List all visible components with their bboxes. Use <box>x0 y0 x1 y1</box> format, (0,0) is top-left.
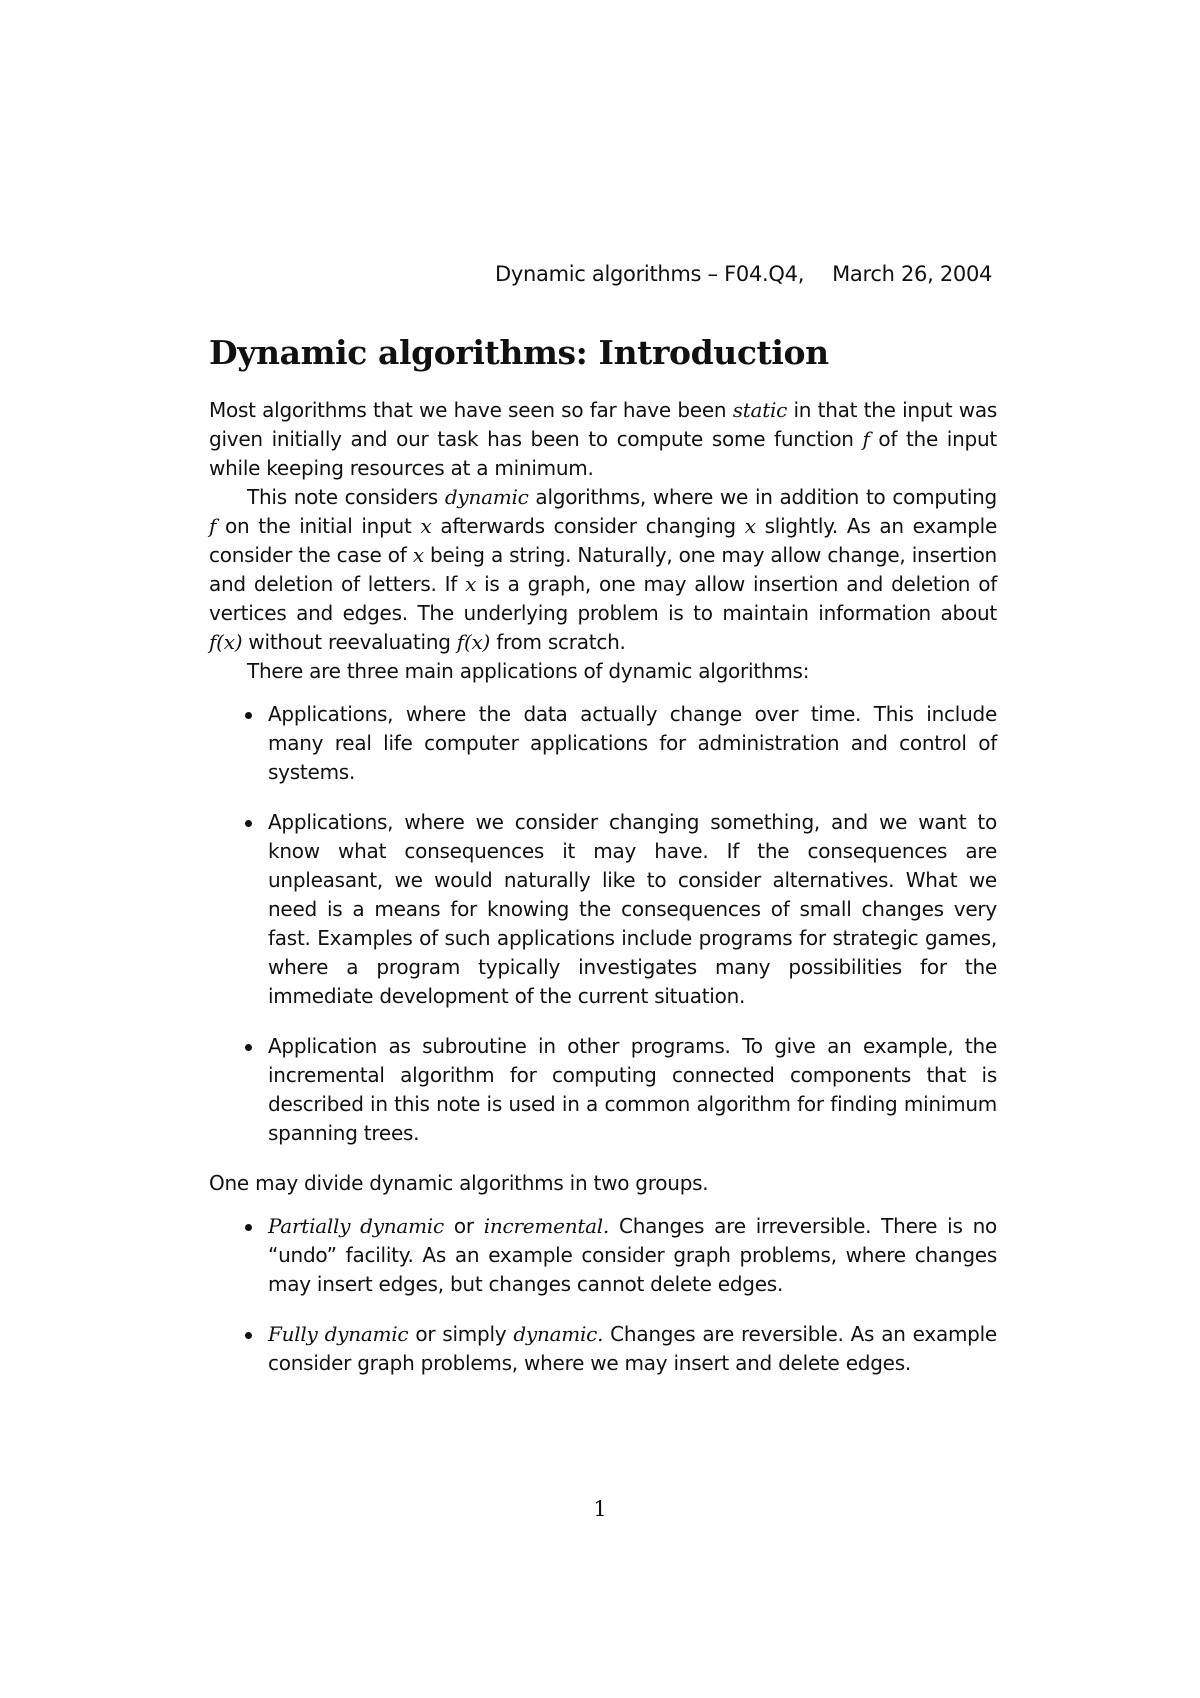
math-f: f <box>862 427 870 451</box>
groups-list <box>209 1212 997 1378</box>
emphasis-term: incremental. <box>483 1214 610 1238</box>
text-run: algorithms, where we in addition to computing <box>528 485 998 509</box>
emphasis-dynamic: dynamic <box>444 485 529 509</box>
math-x: x <box>744 514 756 538</box>
text-run: Changes are irreversible. There is no “undo” facility. As an example consider graph problems, where changes may insert edges, but changes cannot delete edges. <box>268 1214 997 1296</box>
math-x: x <box>412 543 424 567</box>
math-fx: f(x) <box>456 630 491 654</box>
paragraph-applications-intro: There are three main applications of dynamic algorithms: <box>247 659 810 683</box>
bullet-icon <box>245 712 252 719</box>
list-item-text: Applications, where the data actually change over time. This include many real life computer applications for administration and control of systems. <box>268 702 997 784</box>
text-run: from scratch. <box>490 630 626 654</box>
text-run: Changes are reversible. As an example consider graph problems, where we may insert and delete edges. <box>268 1322 997 1375</box>
paragraph-groups-intro: One may divide dynamic algorithms in two groups. <box>209 1171 709 1195</box>
bullet-icon <box>245 1224 252 1231</box>
text-run: afterwards consider changing <box>431 514 745 538</box>
paragraph-intro <box>209 396 997 483</box>
emphasis-term: Fully dynamic <box>268 1322 409 1346</box>
emphasis-static: static <box>732 398 788 422</box>
list-item <box>209 1032 997 1148</box>
text-run: without reevaluating <box>242 630 457 654</box>
bullet-icon <box>245 820 252 827</box>
text-run: being a string. Naturally, one may allow change, insertion and deletion of letters. If <box>209 543 997 596</box>
bullet-icon <box>245 1044 252 1051</box>
bullet-icon <box>245 1332 252 1339</box>
text-run: of the input while keeping resources at a minimum. <box>209 427 997 480</box>
page-number: 1 <box>593 1497 607 1521</box>
list-item <box>209 1320 997 1378</box>
emphasis-term: Partially dynamic <box>268 1214 444 1238</box>
math-fx: f(x) <box>209 630 243 654</box>
text-run: on the initial input <box>216 514 421 538</box>
list-item <box>209 808 997 1011</box>
section-title: Dynamic algorithms: Introduction <box>209 333 829 372</box>
math-x: x <box>465 572 477 596</box>
text-run: or <box>443 1214 484 1238</box>
list-item <box>209 1212 997 1299</box>
text-run: This note considers <box>247 485 445 509</box>
text-run: slightly. As an example consider the case of <box>209 514 997 567</box>
text-run: or simply <box>408 1322 514 1346</box>
body-text <box>209 396 997 1399</box>
text-run: Most algorithms that we have seen so far have been <box>209 398 733 422</box>
math-f: f <box>209 514 217 538</box>
header-date: March 26, 2004 <box>832 262 993 286</box>
list-item-text: Application as subroutine in other programs. To give an example, the incremental algorithm for computing connected components that is described in this note is used in a common algorithm for finding minimum spanning trees. <box>268 1034 997 1145</box>
applications-list <box>209 700 997 1148</box>
math-x: x <box>420 514 432 538</box>
list-item-text: Applications, where we consider changing something, and we want to know what consequences it may have. If the consequences are unpleasant, we would naturally like to consider alternatives. What we need is a means for knowing the consequences of small changes very fast. Examples of such applications include programs for strategic games, where a program typically investigates many possibilities for the immediate development of the current situation. <box>268 810 997 1008</box>
running-header <box>495 262 995 286</box>
emphasis-term: dynamic. <box>513 1322 604 1346</box>
list-item <box>209 700 997 787</box>
text-run: in that the input was given initially and our task has been to compute some function <box>209 398 997 451</box>
text-run: is a graph, one may allow insertion and deletion of vertices and edges. The underlying problem is to maintain information about <box>209 572 998 625</box>
paragraph-dynamic-note <box>209 483 997 657</box>
running-title: Dynamic algorithms – F04.Q4, <box>495 262 805 286</box>
